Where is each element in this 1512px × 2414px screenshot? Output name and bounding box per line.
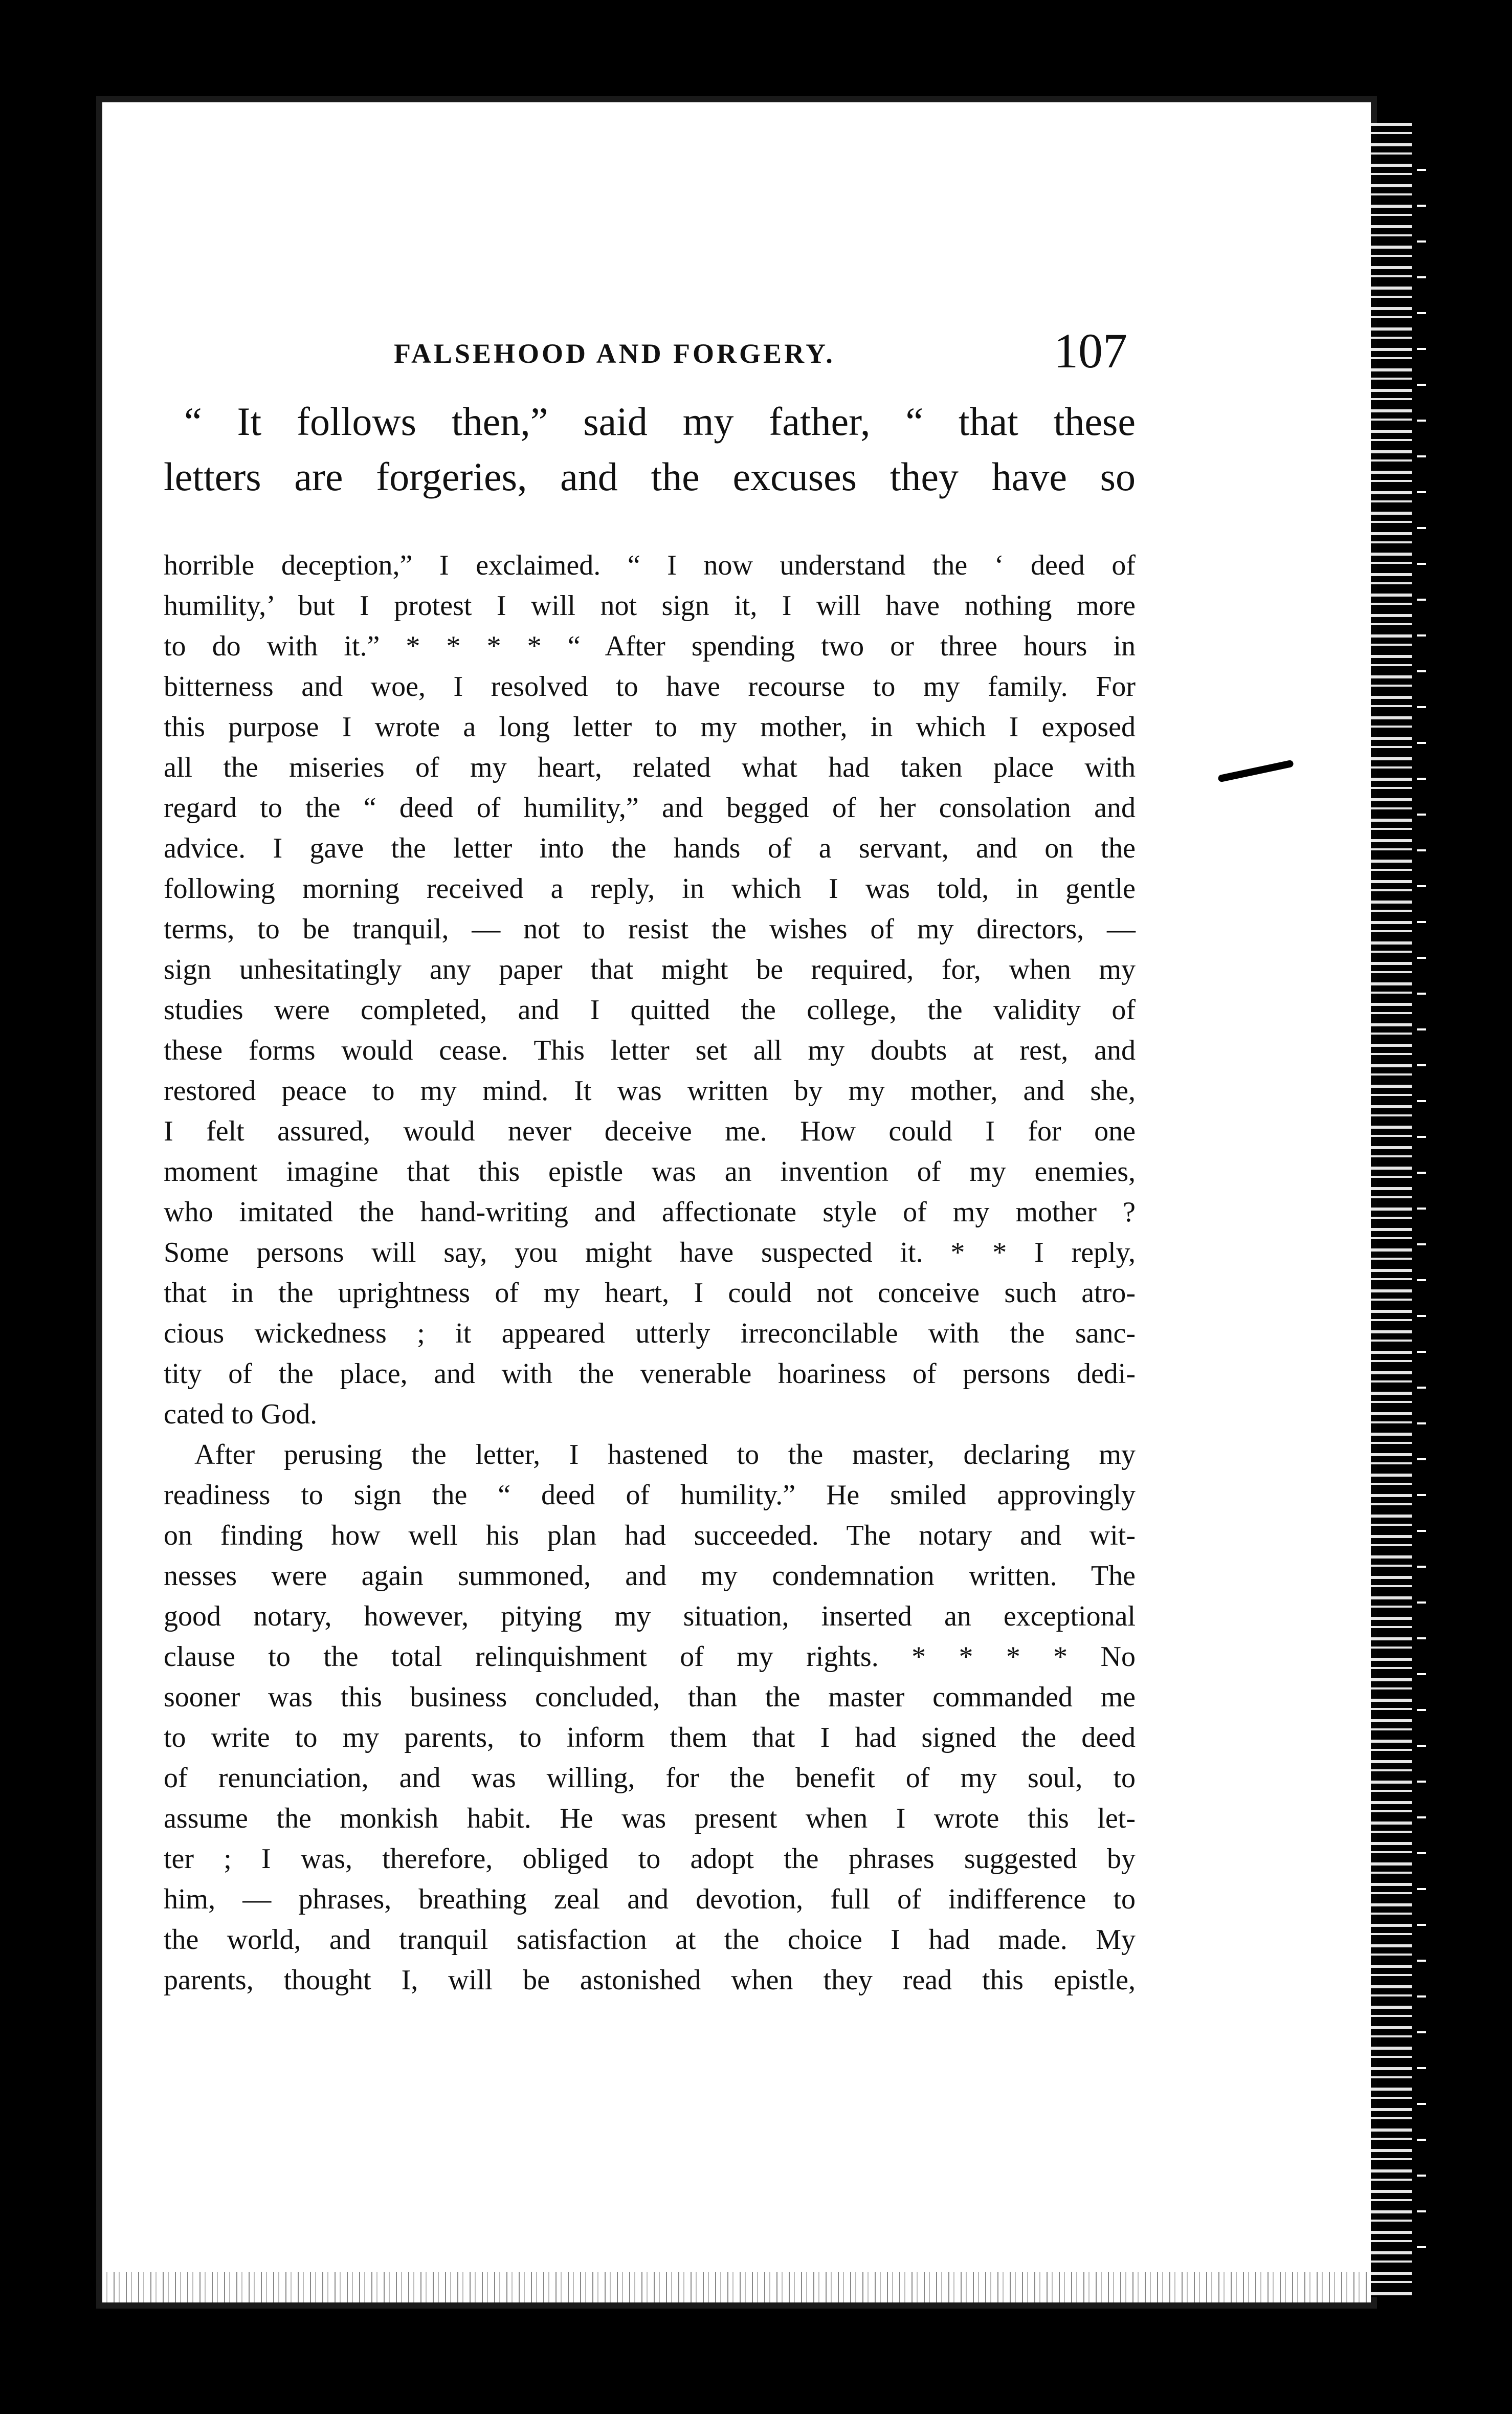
running-head [164,307,1136,384]
text-line: regard to the “ deed of humility,” and begged of her consolation and [164,792,1136,824]
text-line: After perusing the letter, I hastened to the master, declaring my [194,1439,1136,1471]
paragraph-1 [164,545,1136,1435]
text-line: these forms would cease. This letter set all my doubts at rest, and [164,1035,1136,1066]
text-line: advice. I gave the letter into the hands of a servant, and on the [164,832,1136,864]
text-line: moment imagine that this epistle was an invention of my enemies, [164,1156,1136,1188]
text-line: the world, and tranquil satisfaction at the choice I had made. My [164,1924,1136,1956]
page-edge-shadow [1417,153,1426,2251]
page-number: 107 [1054,323,1127,378]
page-gutter-shadow [1371,123,1412,2297]
text-line: terms, to be tranquil, — not to resist the wishes of my directors, — [164,913,1136,945]
paragraph-2 [164,1435,1136,2001]
text-line: nesses were again summoned, and my condemnation written. The [164,1560,1136,1592]
body-text [164,545,1136,2001]
text-line: cated to God. [164,1398,318,1430]
text-line: him, — phrases, breathing zeal and devotion, full of indifference to [164,1883,1136,1915]
text-line: readiness to sign the “ deed of humility.” He smiled approvingly [164,1479,1136,1511]
text-line: cious wickedness ; it appeared utterly irreconcilable with the sanc- [164,1318,1136,1349]
running-head-title: FALSEHOOD AND FORGERY. [394,338,835,369]
text-line: to write to my parents, to inform them that I had signed the deed [164,1722,1136,1753]
text-line: studies were completed, and I quitted the college, the validity of [164,994,1136,1026]
text-line: this purpose I wrote a long letter to my mother, in which I exposed [164,711,1136,743]
text-line: Some persons will say, you might have suspected it. * * I reply, [164,1237,1136,1268]
text-line: I felt assured, would never deceive me. How could I for one [164,1115,1136,1147]
text-line: humility,’ but I protest I will not sign it, I will have nothing more [164,590,1136,622]
quote-line: letters are forgeries, and the excuses they have so [164,454,1136,499]
text-line: sign unhesitatingly any paper that might be required, for, when my [164,954,1136,985]
text-line: assume the monkish habit. He was present when I wrote this let- [164,1803,1136,1834]
text-line: clause to the total relinquishment of my rights. * * * * No [164,1641,1136,1673]
text-line: on finding how well his plan had succeeded. The notary and wit- [164,1520,1136,1551]
text-line: following morning received a reply, in which I was told, in gentle [164,873,1136,905]
text-line: that in the uprightness of my heart, I could not conceive such atro- [164,1277,1136,1309]
text-line: good notary, however, pitying my situation, inserted an exceptional [164,1600,1136,1632]
text-line: restored peace to my mind. It was written by my mother, and she, [164,1075,1136,1107]
text-line: ter ; I was, therefore, obliged to adopt the phrases suggested by [164,1843,1136,1875]
quote-block [164,394,1136,504]
text-line: sooner was this business concluded, than the master commanded me [164,1681,1136,1713]
page-bottom-edge [102,2272,1371,2302]
text-line: all the miseries of my heart, related what had taken place with [164,752,1136,783]
quote-line: “ It follows then,” said my father, “ that these [184,399,1136,444]
page-text [164,307,1136,2001]
text-line: parents, thought I, will be astonished when they read this epistle, [164,1964,1136,1996]
text-line: who imitated the hand-writing and affectionate style of my mother ? [164,1196,1136,1228]
text-line: to do with it.” * * * * “ After spending two or three hours in [164,630,1136,662]
text-line: horrible deception,” I exclaimed. “ I now understand the ‘ deed of [164,550,1136,581]
text-line: of renunciation, and was willing, for the benefit of my soul, to [164,1762,1136,1794]
text-line: bitterness and woe, I resolved to have recourse to my family. For [164,671,1136,703]
text-line: tity of the place, and with the venerable hoariness of persons dedi- [164,1358,1136,1390]
